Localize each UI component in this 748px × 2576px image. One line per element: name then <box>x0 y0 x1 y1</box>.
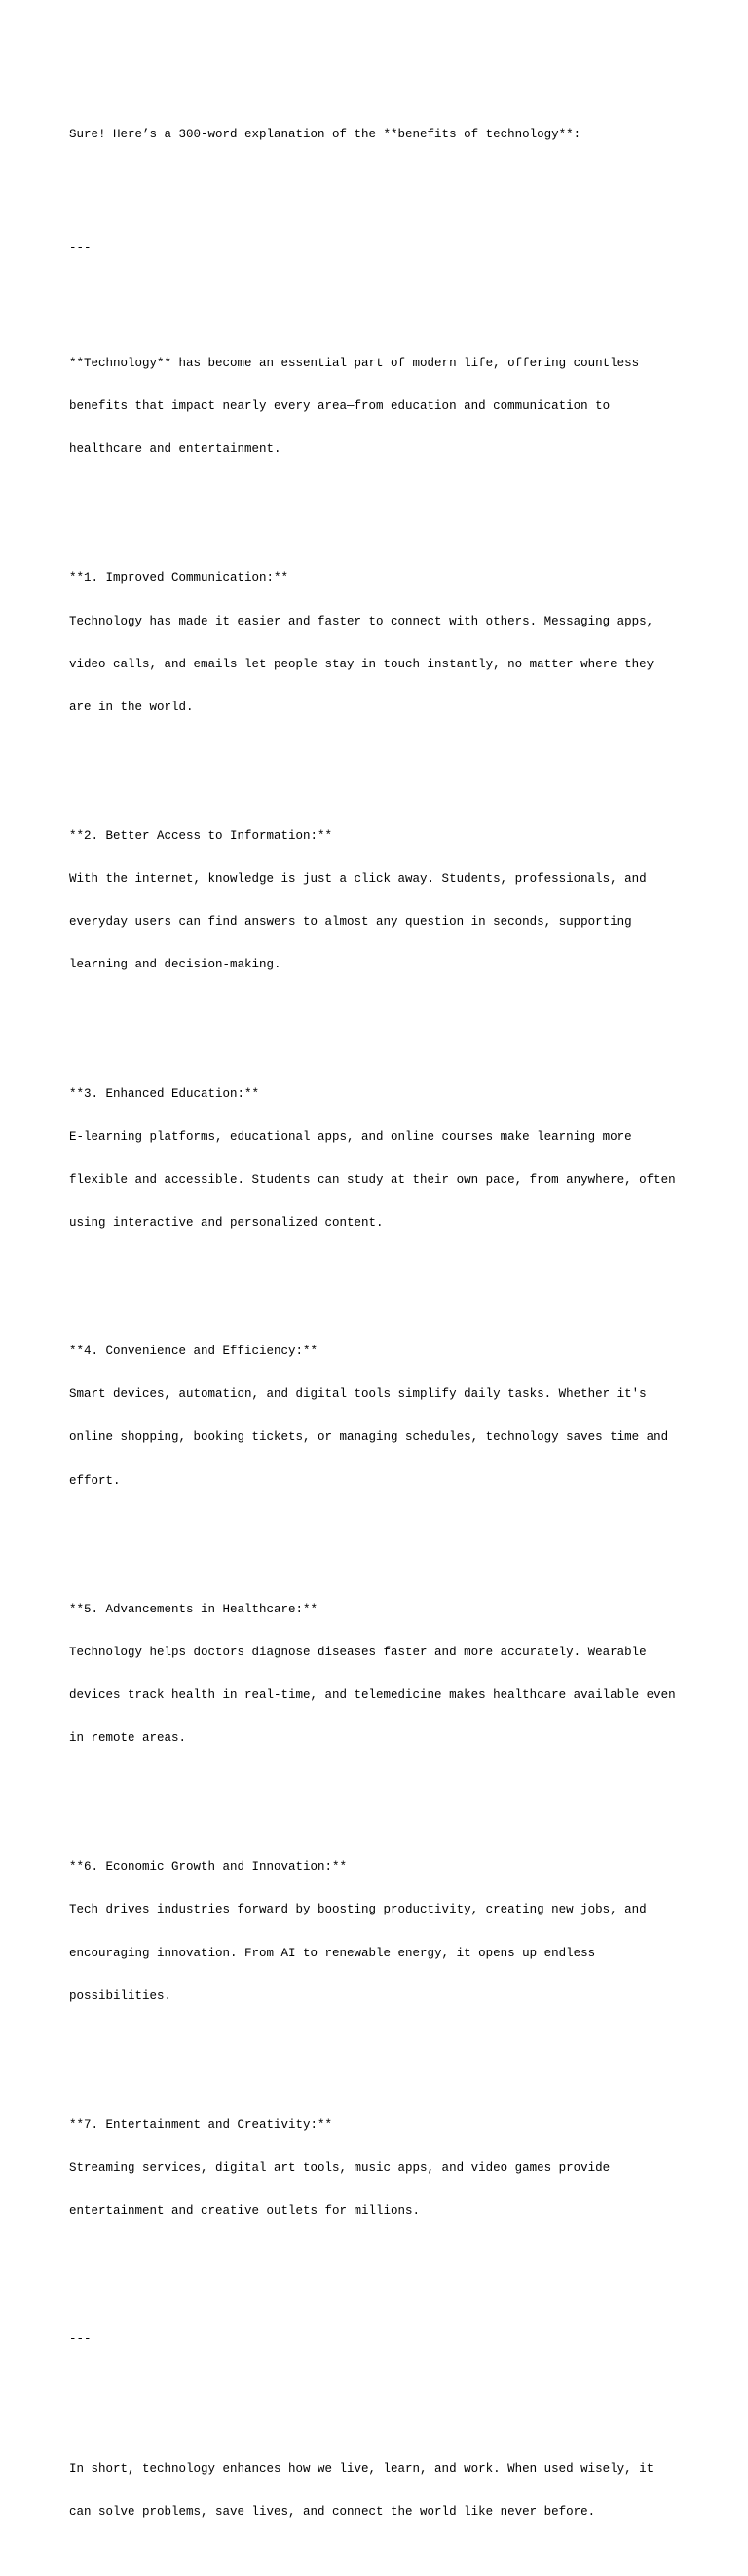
conclusion-paragraph <box>69 2433 692 2548</box>
section-5 <box>69 1573 692 1774</box>
conclusion-line: In short, technology enhances how we live, learn, and work. When used wisely, it <box>69 2461 654 2476</box>
separator-top <box>69 213 692 285</box>
section-6 <box>69 1832 692 2032</box>
separator-line: --- <box>69 242 92 256</box>
separator-bottom <box>69 2304 692 2376</box>
section-heading: **7. Entertainment and Creativity:** <box>69 2117 333 2132</box>
section-heading: **3. Enhanced Education:** <box>69 1086 260 1101</box>
section-line: entertainment and creative outlets for millions. <box>69 2204 421 2218</box>
section-heading: **4. Convenience and Efficiency:** <box>69 1345 318 1359</box>
intro-paragraph <box>69 98 692 170</box>
section-line: With the internet, knowledge is just a click away. Students, professionals, and <box>69 872 647 887</box>
section-line: Smart devices, automation, and digital tools simplify daily tasks. Whether it's <box>69 1387 647 1402</box>
lead-line: benefits that impact nearly every area—from education and communication to <box>69 399 611 414</box>
section-line: E-learning platforms, educational apps, and online courses make learning more <box>69 1129 632 1144</box>
section-heading: **2. Better Access to Information:** <box>69 829 333 844</box>
section-3 <box>69 1058 692 1259</box>
separator-line: --- <box>69 2332 92 2347</box>
section-heading: **5. Advancements in Healthcare:** <box>69 1602 318 1616</box>
section-line: using interactive and personalized content. <box>69 1215 384 1230</box>
section-line: devices track health in real-time, and telemedicine makes healthcare available even <box>69 1687 676 1702</box>
section-line: online shopping, booking tickets, or managing schedules, technology saves time and <box>69 1430 669 1445</box>
section-line: possibilities. <box>69 1989 172 2003</box>
section-line: Technology helps doctors diagnose diseases faster and more accurately. Wearable <box>69 1645 647 1659</box>
section-heading: **6. Economic Growth and Innovation:** <box>69 1860 348 1875</box>
lead-line: healthcare and entertainment. <box>69 442 281 457</box>
intro-line: Sure! Here’s a 300-word explanation of the **benefits of technology**: <box>69 127 581 141</box>
section-1 <box>69 543 692 743</box>
lead-paragraph <box>69 328 692 486</box>
section-line: effort. <box>69 1473 121 1488</box>
section-line: video calls, and emails let people stay in touch instantly, no matter where they <box>69 657 654 671</box>
section-line: encouraging innovation. From AI to renewable energy, it opens up endless <box>69 1946 596 1960</box>
section-line: in remote areas. <box>69 1731 187 1746</box>
conclusion-line: can solve problems, save lives, and connect the world like never before. <box>69 2504 596 2519</box>
section-line: flexible and accessible. Students can study at their own pace, from anywhere, often <box>69 1172 676 1187</box>
section-line: everyday users can find answers to almost any question in seconds, supporting <box>69 915 632 929</box>
section-heading: **1. Improved Communication:** <box>69 571 289 586</box>
section-line: are in the world. <box>69 700 194 714</box>
section-line: Technology has made it easier and faster to connect with others. Messaging apps, <box>69 614 654 628</box>
section-2 <box>69 801 692 1002</box>
section-line: Streaming services, digital art tools, music apps, and video games provide <box>69 2161 611 2176</box>
section-line: Tech drives industries forward by boosting productivity, creating new jobs, and <box>69 1903 647 1917</box>
section-7 <box>69 2090 692 2248</box>
lead-line: **Technology** has become an essential part of modern life, offering countless <box>69 357 640 370</box>
section-4 <box>69 1316 692 1517</box>
section-line: learning and decision-making. <box>69 958 281 972</box>
document-page <box>69 70 692 2576</box>
